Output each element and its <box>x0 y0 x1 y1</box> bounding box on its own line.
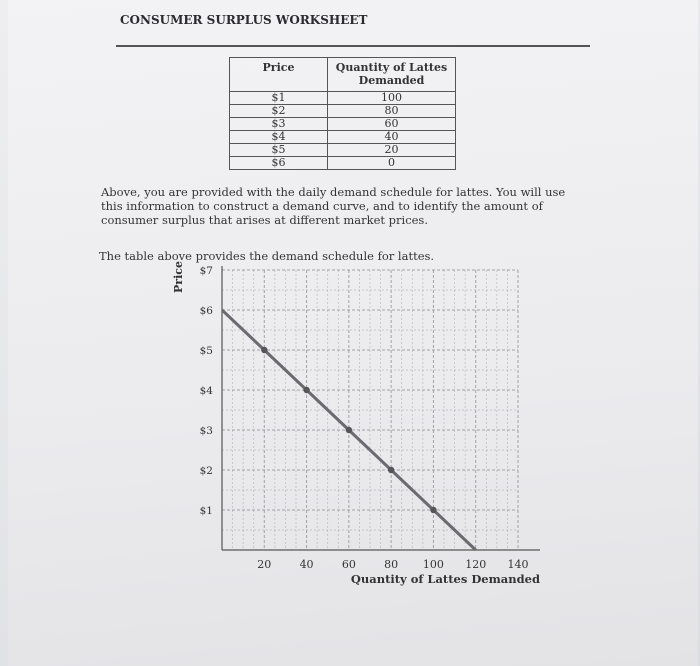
y-tick-label: $7 <box>199 265 213 277</box>
demand-point-marker <box>346 427 352 433</box>
demand-point-marker <box>388 467 394 473</box>
quantity-cell: 60 <box>328 118 456 131</box>
quantity-cell: 20 <box>328 144 456 157</box>
y-axis-title: Price <box>172 261 185 293</box>
price-cell: $2 <box>230 105 328 118</box>
instructions-paragraph: Above, you are provided with the daily demand schedule for lattes. You will use this information to construct a demand curve, and to identify the amount of consumer surplus that arises at different market prices. <box>101 185 566 227</box>
y-tick-label: $2 <box>199 465 213 477</box>
y-tick-label: $6 <box>199 305 213 317</box>
demand-point-marker <box>430 507 436 513</box>
y-tick-label: $4 <box>199 385 213 397</box>
x-tick-label: 40 <box>299 558 314 571</box>
x-tick-label: 20 <box>257 558 272 571</box>
price-cell: $3 <box>230 118 328 131</box>
price-cell: $4 <box>230 131 328 144</box>
x-tick-label: 120 <box>465 558 487 571</box>
worksheet-title: CONSUMER SURPLUS WORKSHEET <box>120 13 368 27</box>
chart-axes <box>222 266 540 550</box>
x-tick-label: 60 <box>341 558 356 571</box>
x-axis-title: Quantity of Lattes Demanded <box>350 572 540 586</box>
header-price: Price <box>230 58 328 92</box>
price-cell: $6 <box>230 157 328 170</box>
demand-point-marker <box>303 387 309 393</box>
x-tick-label: 100 <box>422 558 444 571</box>
chart-grid <box>222 270 518 550</box>
price-cell: $1 <box>230 92 328 105</box>
y-tick-label: $3 <box>199 425 213 437</box>
quantity-cell: 0 <box>328 157 456 170</box>
chart-caption: The table above provides the demand schedule for lattes. <box>99 249 435 263</box>
x-tick-label: 140 <box>507 558 529 571</box>
demand-point-marker <box>261 347 267 353</box>
quantity-cell: 80 <box>328 105 456 118</box>
header-quantity: Quantity of Lattes Demanded <box>328 58 456 92</box>
price-cell: $5 <box>230 144 328 157</box>
x-tick-label: 80 <box>384 558 399 571</box>
quantity-cell: 40 <box>328 131 456 144</box>
quantity-cell: 100 <box>328 92 456 105</box>
y-tick-label: $1 <box>199 505 213 517</box>
y-tick-label: $5 <box>199 345 213 357</box>
